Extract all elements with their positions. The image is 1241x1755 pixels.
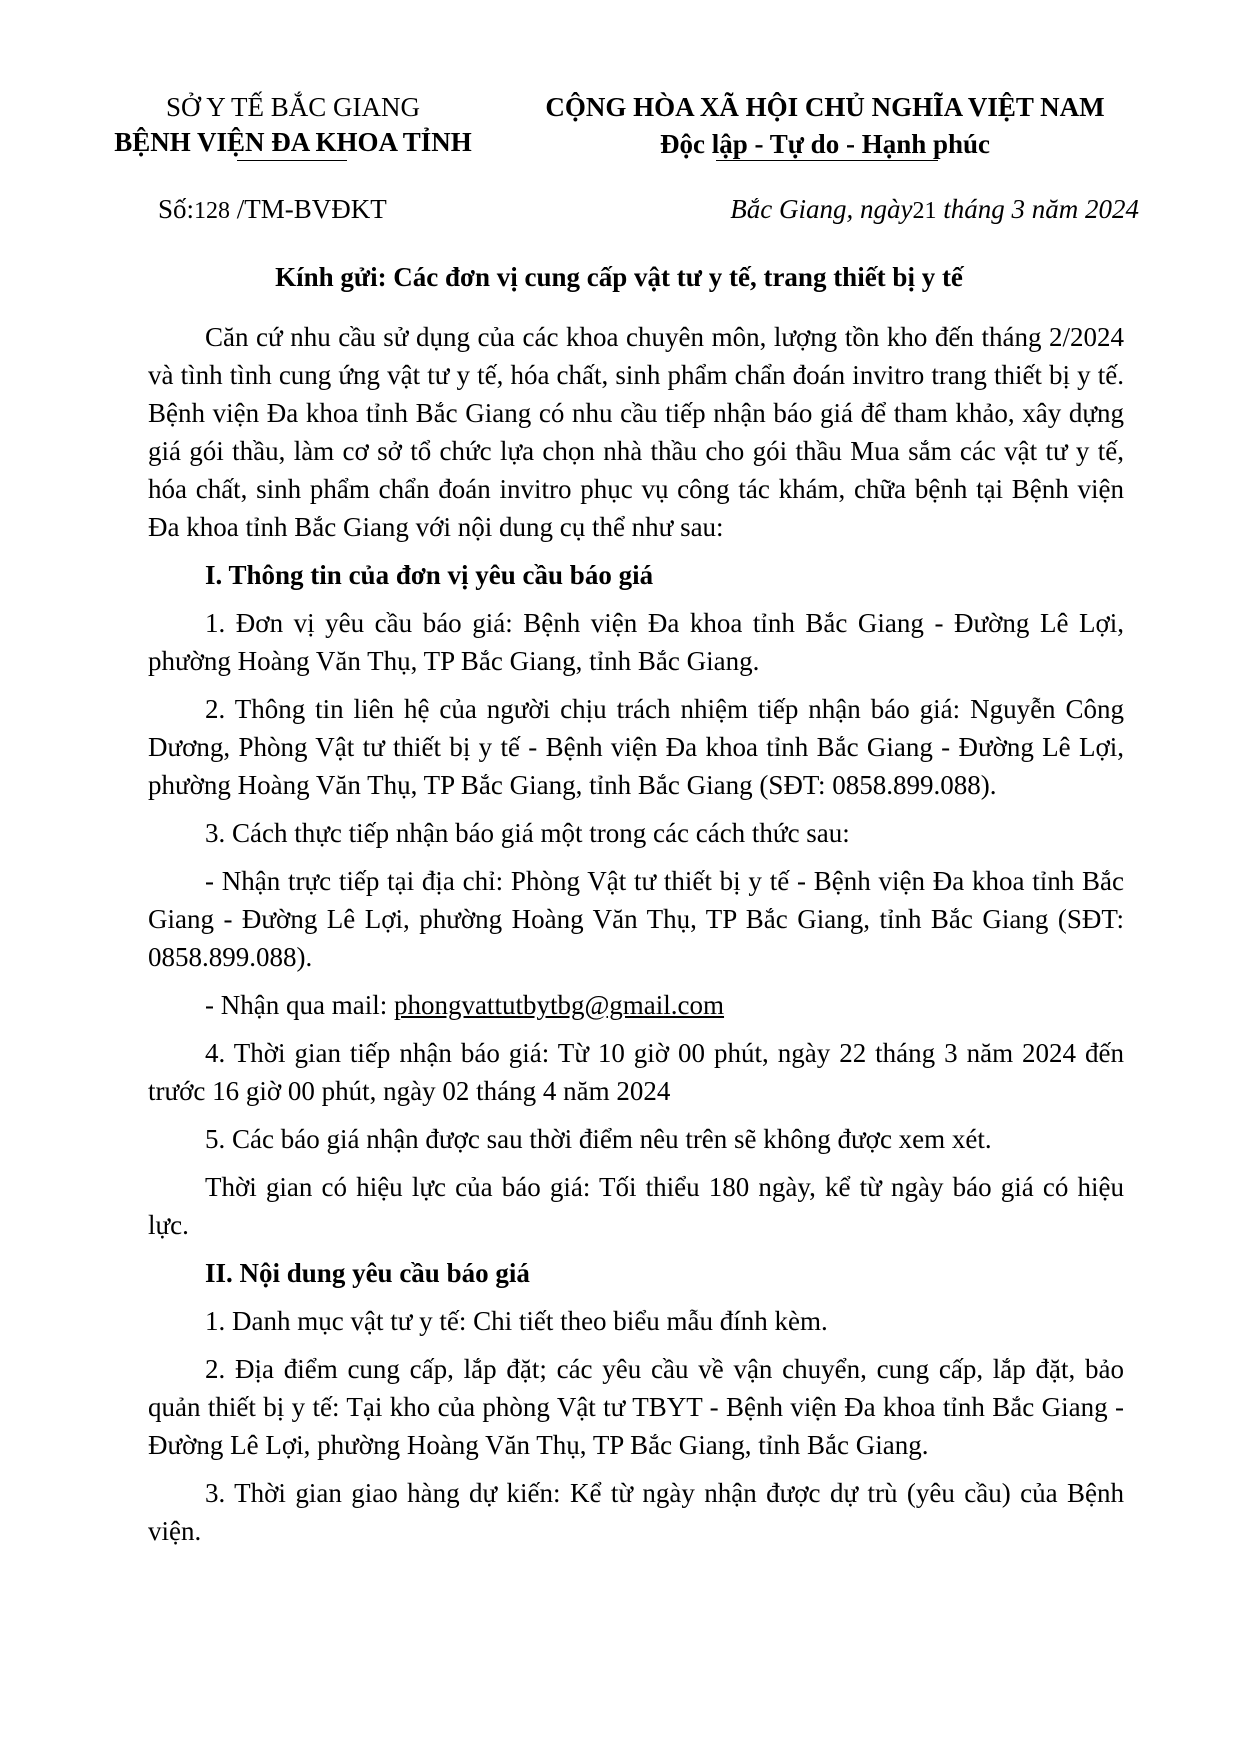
- agency-underline: [237, 160, 347, 161]
- issuing-agency-block: [88, 90, 498, 160]
- document-body: [148, 318, 1124, 1560]
- section-2-item-3: 3. Thời gian giao hàng dự kiến: Kể từ ngày nhận được dự trù (yêu cầu) của Bệnh viện.: [148, 1478, 1124, 1546]
- email-link[interactable]: phongvattutbytbg@gmail.com: [393, 990, 725, 1020]
- agency-name: BỆNH VIỆN ĐA KHOA TỈNH: [114, 127, 472, 157]
- section-2-item-2: 2. Địa điểm cung cấp, lắp đặt; các yêu cầu về vận chuyển, cung cấp, lắp đặt, bảo quản thiết bị y tế: Tại kho của phòng Vật tư TBYT - Bệnh viện Đa khoa tỉnh Bắc Giang - Đường Lê Lợi, phường Hoàng Văn Thụ, TP Bắc Giang, tỉnh Bắc Giang.: [148, 1354, 1124, 1460]
- agency-parent-name: SỞ Y TẾ BẮC GIANG: [165, 92, 420, 122]
- doc-number-prefix: Số:: [158, 194, 195, 224]
- section-1-item-5: 5. Các báo giá nhận được sau thời điểm nêu trên sẽ không được xem xét.: [205, 1124, 992, 1154]
- place-date-suffix: tháng 3 năm 2024: [936, 194, 1139, 224]
- doc-number-value: 128: [194, 198, 231, 224]
- recipient-line: Kính gửi: Các đơn vị cung cấp vật tư y tế, trang thiết bị y tế: [275, 262, 963, 292]
- nation-title: CỘNG HÒA XÃ HỘI CHỦ NGHĨA VIỆT NAM: [545, 92, 1105, 122]
- section-1-item-1: 1. Đơn vị yêu cầu báo giá: Bệnh viện Đa khoa tỉnh Bắc Giang - Đường Lê Lợi, phường Hoàng Văn Thụ, TP Bắc Giang, tỉnh Bắc Giang.: [148, 608, 1124, 676]
- section-1-item-3-direct: - Nhận trực tiếp tại địa chỉ: Phòng Vật tư thiết bị y tế - Bệnh viện Đa khoa tỉnh Bắc Giang - Đường Lê Lợi, phường Hoàng Văn Thụ, TP Bắc Giang, tỉnh Bắc Giang (SĐT: 0858.899.088).: [148, 866, 1124, 972]
- motto-underline: [716, 160, 938, 161]
- section-1-item-3: 3. Cách thực tiếp nhận báo giá một trong các cách thức sau:: [205, 818, 850, 848]
- date-day: 21: [912, 198, 937, 224]
- section-1-item-2: 2. Thông tin liên hệ của người chịu trách nhiệm tiếp nhận báo giá: Nguyễn Công Dương, Phòng Vật tư thiết bị y tế - Bệnh viện Đa khoa tỉnh Bắc Giang - Đường Lê Lợi, phường Hoàng Văn Thụ, TP Bắc Giang, tỉnh Bắc Giang (SĐT: 0858.899.088).: [148, 694, 1124, 800]
- section-1-title: I. Thông tin của đơn vị yêu cầu báo giá: [205, 560, 654, 590]
- document-number: [158, 190, 387, 230]
- national-motto-block: [500, 90, 1150, 163]
- validity-paragraph: Thời gian có hiệu lực của báo giá: Tối thiểu 180 ngày, kể từ ngày báo giá có hiệu lực.: [148, 1172, 1124, 1240]
- place-date-prefix: Bắc Giang, ngày: [730, 194, 913, 224]
- section-2-item-1: 1. Danh mục vật tư y tế: Chi tiết theo biểu mẫu đính kèm.: [205, 1306, 828, 1336]
- section-1-item-3-mail: [148, 986, 1124, 1024]
- section-2-title: II. Nội dung yêu cầu báo giá: [205, 1258, 530, 1288]
- place-and-date: [730, 190, 1139, 230]
- doc-number-suffix: /TM-BVĐKT: [230, 194, 387, 224]
- intro-paragraph: Căn cứ nhu cầu sử dụng của các khoa chuyên môn, lượng tồn kho đến tháng 2/2024 và tình tình cung ứng vật tư y tế, hóa chất, sinh phẩm chẩn đoán invitro trang thiết bị y tế. Bệnh viện Đa khoa tỉnh Bắc Giang có nhu cầu tiếp nhận báo giá để tham khảo, xây dựng giá gói thầu, làm cơ sở tổ chức lựa chọn nhà thầu cho gói thầu Mua sắm các vật tư y tế, hóa chất, sinh phẩm chẩn đoán invitro phục vụ công tác khám, chữa bệnh tại Bệnh viện Đa khoa tỉnh Bắc Giang với nội dung cụ thể như sau:: [148, 322, 1124, 542]
- mail-prefix: - Nhận qua mail:: [205, 990, 394, 1020]
- section-1-item-4: 4. Thời gian tiếp nhận báo giá: Từ 10 giờ 00 phút, ngày 22 tháng 3 năm 2024 đến trước 16 giờ 00 phút, ngày 02 tháng 4 năm 2024: [148, 1038, 1124, 1106]
- nation-motto: Độc lập - Tự do - Hạnh phúc: [659, 129, 991, 159]
